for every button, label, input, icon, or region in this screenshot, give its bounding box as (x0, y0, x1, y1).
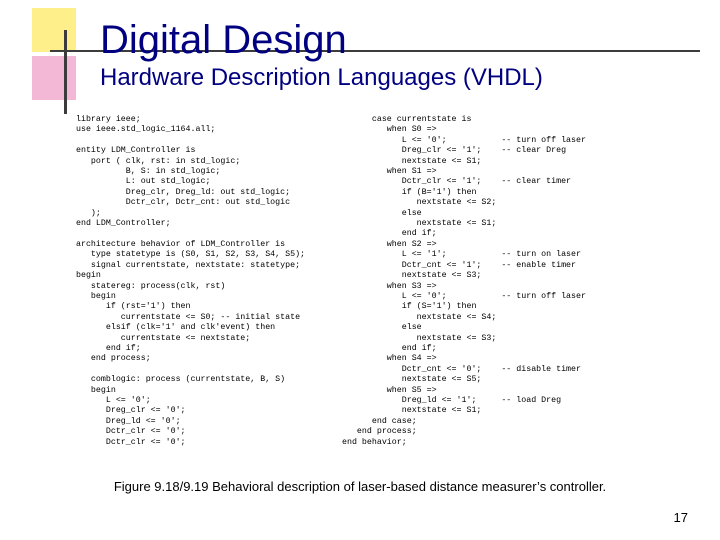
code-line: port ( clk, rst: in std_logic; (76, 156, 241, 166)
code-line: end LDM_Controller; (76, 219, 171, 229)
code-line: Dctr_cnt <= '1'; -- enable timer (342, 260, 577, 270)
code-line: end process; (76, 354, 151, 364)
code-line: B, S: in std_logic; (76, 167, 221, 177)
code-line: when S2 => (342, 239, 437, 249)
code-line: Dctr_clr <= '0'; (76, 427, 186, 437)
code-line: begin (76, 291, 116, 301)
figure-caption: Figure 9.18/9.19 Behavioral description of laser-based distance measurer’s controller. (113, 479, 607, 494)
code-line: end process; (342, 427, 417, 437)
code-line: else (342, 208, 422, 218)
code-line: L <= '0'; -- turn off laser (342, 291, 586, 301)
code-line: L <= '0'; (76, 395, 151, 405)
code-line: Dreg_clr <= '1'; -- clear Dreg (342, 146, 567, 156)
decorative-vertical-rule (64, 30, 67, 114)
decorative-square-pink (32, 56, 76, 100)
code-line: case currentstate is (342, 115, 472, 124)
code-line: nextstate <= S4; (342, 312, 497, 322)
code-line: Dreg_ld <= '0'; (76, 416, 181, 426)
code-line: architecture behavior of LDM_Controller is (76, 239, 286, 249)
code-line: library ieee; (76, 115, 141, 124)
code-line: statereg: process(clk, rst) (76, 281, 226, 291)
code-line: when S4 => (342, 354, 437, 364)
code-line: L <= '0'; -- turn off laser (342, 135, 586, 145)
code-line: nextstate <= S5; (342, 375, 482, 385)
code-line: use ieee.std_logic_1164.all; (76, 125, 216, 135)
code-line: end behavior; (342, 437, 407, 447)
code-line: if (rst='1') then (76, 302, 191, 312)
code-line: Dctr_cnt <= '0'; -- disable timer (342, 364, 581, 374)
code-line: nextstate <= S2; (342, 198, 497, 208)
vhdl-code-left-column (76, 115, 305, 448)
code-line: end if; (342, 229, 437, 239)
slide-title: Digital Design (100, 18, 347, 62)
code-line: when S3 => (342, 281, 437, 291)
code-line: nextstate <= S1; (342, 219, 497, 229)
code-line: comblogic: process (currentstate, B, S) (76, 375, 286, 385)
code-line: Dctr_clr <= '1'; -- clear timer (342, 177, 572, 187)
code-line: end if; (342, 343, 437, 353)
code-line: when S1 => (342, 167, 437, 177)
code-line: else (342, 323, 422, 333)
code-line: if (B='1') then (342, 187, 477, 197)
code-line: elsif (clk='1' and clk'event) then (76, 323, 276, 333)
decorative-square-yellow (32, 8, 76, 52)
code-line: begin (76, 385, 116, 395)
code-line: signal currentstate, nextstate: statetype; (76, 260, 301, 270)
code-line: nextstate <= S3; (342, 271, 482, 281)
code-line: when S5 => (342, 385, 437, 395)
code-line (76, 229, 305, 239)
code-line: Dreg_clr <= '0'; (76, 406, 186, 416)
code-line: Dctr_clr <= '0'; (76, 437, 186, 447)
code-line: Dreg_clr, Dreg_ld: out std_logic; (76, 187, 291, 197)
code-line: entity LDM_Controller is (76, 146, 196, 156)
code-line: nextstate <= S3; (342, 333, 497, 343)
code-line: end if; (76, 343, 141, 353)
code-line: begin (76, 271, 101, 281)
code-line: L <= '1'; -- turn on laser (342, 250, 581, 260)
code-line: Dreg_ld <= '1'; -- load Dreg (342, 395, 562, 405)
page-number: 17 (673, 510, 688, 525)
code-line (76, 136, 305, 146)
code-line: Dctr_clr, Dctr_cnt: out std_logic (76, 198, 291, 208)
code-line (76, 365, 305, 375)
code-line: end case; (342, 416, 417, 426)
code-line: currentstate <= nextstate; (76, 333, 251, 343)
vhdl-code-right-column (342, 115, 586, 448)
code-line: if (S='1') then (342, 302, 477, 312)
code-line: ); (76, 208, 101, 218)
code-line: type statetype is (S0, S1, S2, S3, S4, S5); (76, 250, 306, 260)
code-line: nextstate <= S1; (342, 406, 482, 416)
slide-subtitle: Hardware Description Languages (VHDL) (100, 64, 543, 91)
code-line: L: out std_logic; (76, 177, 211, 187)
code-line: when S0 => (342, 125, 437, 135)
code-line: nextstate <= S1; (342, 156, 482, 166)
code-line: currentstate <= S0; -- initial state (76, 312, 301, 322)
